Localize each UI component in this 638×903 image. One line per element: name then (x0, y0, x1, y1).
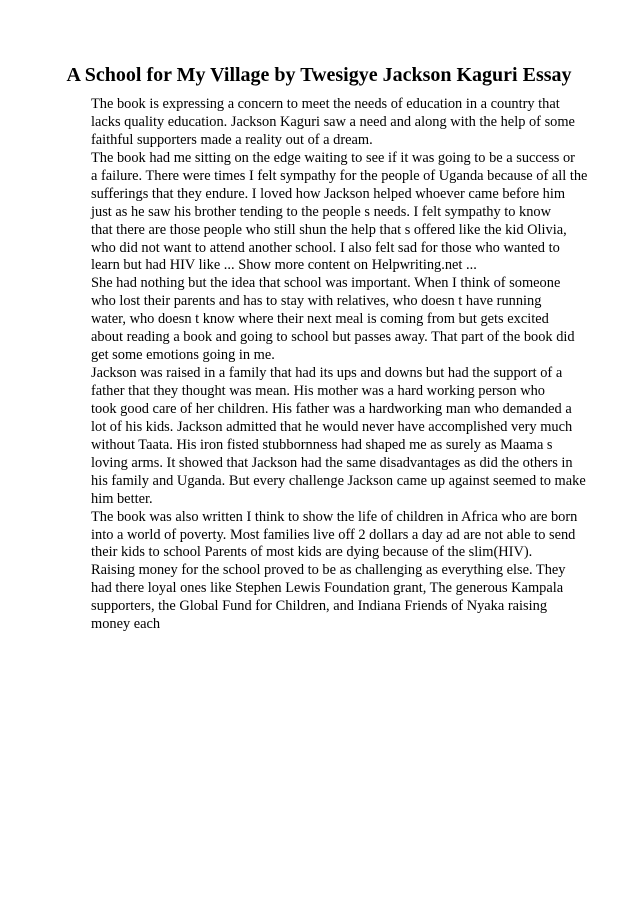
body-line: a failure. There were times I felt sympathy for the people of Uganda because of all the (91, 167, 588, 184)
body-line: water, who doesn t know where their next meal is coming from but gets excited (91, 311, 549, 328)
body-line: get some emotions going in me. (91, 347, 275, 364)
body-line: their kids to school Parents of most kids are dying because of the slim(HIV). (91, 544, 533, 561)
body-line: without Taata. His iron fisted stubbornness had shaped me as surely as Maama s (91, 436, 553, 453)
body-line: about reading a book and going to school but passes away. That part of the book did (91, 329, 575, 346)
body-line: father that they thought was mean. His mother was a hard working person who (91, 383, 545, 399)
body-line: The book is expressing a concern to meet the needs of education in a country that (91, 96, 560, 112)
body-line: who did not want to attend another school. I also felt sad for those who wanted to (91, 239, 560, 256)
body-line: lot of his kids. Jackson admitted that he would never have accomplished very much (91, 418, 573, 435)
body-line: sufferings that they endure. I loved how Jackson helped whoever came before him (91, 185, 566, 202)
body-line: Raising money for the school proved to be as challenging as everything else. They (91, 562, 566, 579)
body-line: The book was also written I think to show the life of children in Africa who are born (91, 508, 578, 525)
body-line: his family and Uganda. But every challenge Jackson came up against seemed to make (91, 472, 586, 489)
body-line: who lost their parents and has to stay with relatives, who doesn t have running (91, 293, 542, 310)
body-line: had there loyal ones like Stephen Lewis Foundation grant, The generous Kampala (91, 580, 564, 597)
body-line: She had nothing but the idea that school was important. When I think of someone (91, 275, 561, 292)
body-line: just as he saw his brother tending to the people s needs. I felt sympathy to know (91, 203, 552, 220)
document-title: A School for My Village by Twesigye Jackson Kaguri Essay (66, 64, 572, 86)
body-line: that there are those people who still shun the help that s offered like the kid Olivia, (91, 221, 567, 238)
document-body (91, 96, 611, 634)
body-line: into a world of poverty. Most families live off 2 dollars a day ad are not able to send (91, 526, 576, 543)
body-line: him better. (91, 490, 153, 507)
body-line: loving arms. It showed that Jackson had the same disadvantages as did the others in (91, 454, 573, 471)
body-line: supporters, the Global Fund for Children, and Indiana Friends of Nyaka raising (91, 598, 548, 615)
body-line: learn but had HIV like ... Show more content on Helpwriting.net ... (91, 257, 477, 274)
body-line: lacks quality education. Jackson Kaguri saw a need and along with the help of some (91, 113, 575, 130)
body-line: The book had me sitting on the edge waiting to see if it was going to be a success or (91, 149, 575, 166)
body-line: faithful supporters made a reality out of a dream. (91, 131, 373, 148)
body-line: Jackson was raised in a family that had its ups and downs but had the support of a (91, 365, 563, 382)
body-line: money each (91, 616, 161, 633)
body-line: took good care of her children. His father was a hardworking man who demanded a (91, 400, 572, 417)
